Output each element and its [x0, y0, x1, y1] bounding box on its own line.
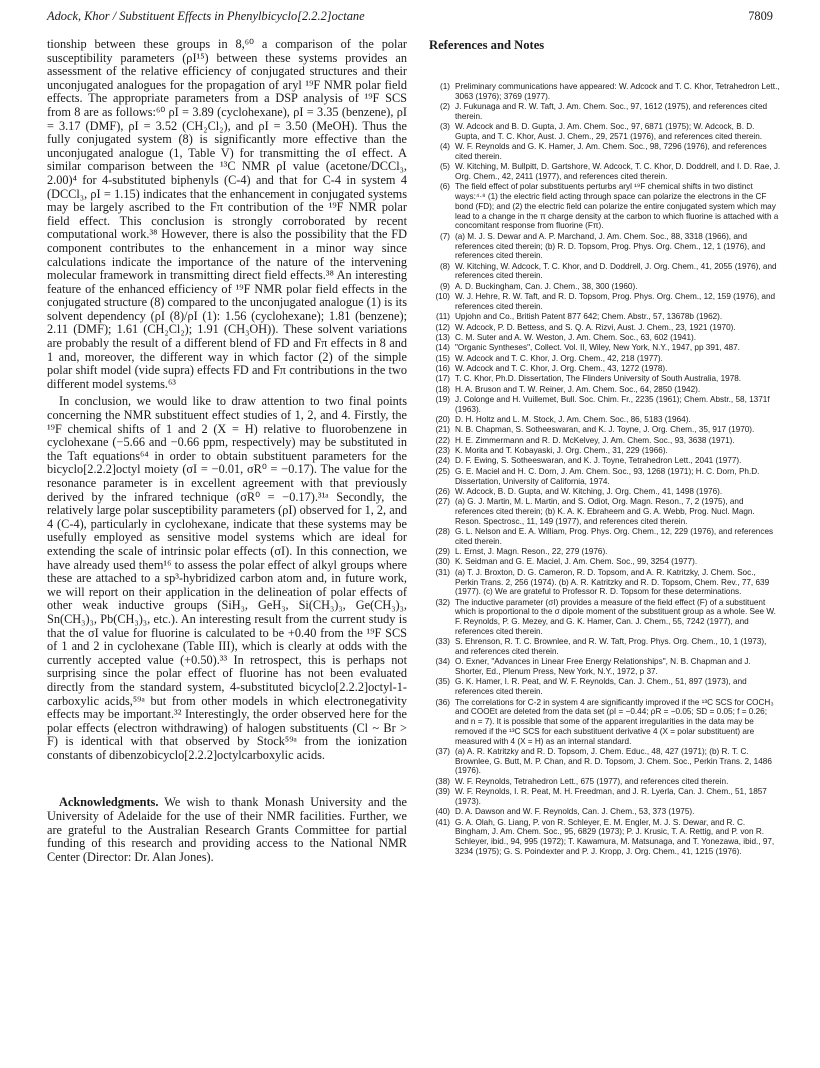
reference-number: (23) — [435, 446, 450, 456]
reference-number: (10) — [435, 292, 450, 302]
reference-number: (37) — [435, 746, 450, 756]
reference-text: C. M. Suter and A. W. Weston, J. Am. Chem. Soc., 63, 602 (1941). — [455, 332, 697, 342]
reference-text: The field effect of polar substituents perturbs aryl ¹⁹F chemical shifts in two distinct ways:⁴·⁸ (1) the electric field acting through space can polarize the electrons in the CF bond (FD); and (2) the electric field can polarize the entire conjugated system which may lead to a change in the π charge density at the carbon to which fluorine is attached with a concomitant response from fluorine (Fπ). — [455, 182, 779, 231]
acknowledgments-text: We wish to thank Monash University and the University of Adelaide for the use of their NMR facilities. Further, we are grateful to the Australian Research Grants Committee for partial funding of this research and providing access to the National NMR Center (Director: Dr. Alan Jones). — [47, 795, 407, 864]
reference-number: (3) — [439, 122, 450, 132]
reference-number: (13) — [435, 332, 450, 342]
reference-text: D. F. Ewing, S. Sotheeswaran, and K. J. Toyne, Tetrahedron Lett., 2041 (1977). — [455, 456, 742, 466]
reference-text: W. Adcock, B. D. Gupta, and W. Kitching, J. Org. Chem., 41, 1498 (1976). — [455, 486, 723, 496]
running-title: Adock, Khor / Substituent Effects in Phenylbicyclo[2.2.2]octane — [47, 9, 365, 23]
reference-number: (33) — [435, 637, 450, 647]
reference-text: W. Kitching, W. Adcock, T. C. Khor, and D. Doddrell, J. Org. Chem., 41, 2055 (1976), and references cited therein. — [455, 261, 777, 281]
reference-item — [429, 312, 781, 322]
reference-number: (21) — [435, 425, 450, 435]
reference-item — [429, 547, 781, 557]
reference-text: W. F. Reynolds, Tetrahedron Lett., 675 (1977), and references cited therein. — [455, 776, 729, 786]
reference-item — [429, 807, 781, 817]
reference-text: L. Ernst, J. Magn. Reson., 22, 279 (1976). — [455, 547, 608, 557]
reference-text: (a) M. J. S. Dewar and A. P. Marchand, J. Am. Chem. Soc., 88, 3318 (1966), and references cited therein; (b) R. D. Topsom, Prog. Phys. Org. Chem., 12, 1 (1976), and references cited therein. — [455, 231, 766, 261]
reference-text: The correlations for C-2 in system 4 are significantly improved if the ¹³C SCS for COCH₃ and COOEt are deleted from the data set (ρI = −0.44; ρR = −0.05; SD = 0.05; f = 0.26; and n = 7). It is possible that some of the apparent irregularities in the data may be removed if the ¹³C SCS for each substituent derivative 4 (X = polar substituent) are measured with 4 (X = H) as an internal standard. — [455, 697, 774, 746]
reference-number: (16) — [435, 363, 450, 373]
reference-text: (a) A. R. Katritzky and R. D. Topsom, J. Chem. Educ., 48, 427 (1971); (b) R. T. C. Brownlee, G. Butt, M. P. Chan, and R. D. Topsom, J. Chem. Soc., Perkin Trans. 2, 1486 (1976). — [455, 746, 772, 776]
reference-number: (7) — [439, 231, 450, 241]
reference-item — [429, 637, 781, 657]
reference-text: H. A. Bruson and T. W. Reiner, J. Am. Chem. Soc., 64, 2850 (1942). — [455, 384, 701, 394]
reference-text: A. D. Buckingham, Can. J. Chem., 38, 300 (1960). — [455, 281, 638, 291]
reference-text: G. E. Maciel and H. C. Dorn, J. Am. Chem. Soc., 93, 1268 (1971); H. C. Dorn, Ph.D. Dissertation, University of California, 1974. — [455, 466, 760, 486]
reference-text: K. Seidman and G. E. Maciel, J. Am. Chem. Soc., 99, 3254 (1977). — [455, 557, 698, 567]
reference-item — [429, 292, 781, 312]
reference-text: Upjohn and Co., British Patent 877 642; Chem. Abstr., 57, 13678b (1962). — [455, 312, 723, 322]
reference-text: W. Adcock and B. D. Gupta, J. Am. Chem. Soc., 97, 6871 (1975); W. Adcock, B. D. Gupta, and T. C. Khor, Aust. J. Chem., 29, 2571 (1976), and references cited therein. — [455, 122, 763, 141]
reference-item — [429, 343, 781, 353]
reference-item — [429, 333, 781, 343]
reference-text: W. J. Hehre, R. W. Taft, and R. D. Topsom, Prog. Phys. Org. Chem., 12, 159 (1976), and references cited therein. — [455, 292, 776, 311]
reference-item — [429, 162, 781, 182]
reference-text: W. Kitching, M. Bullpitt, D. Gartshore, W. Adcock, T. C. Khor, D. Doddrell, and I. D. Rae, J. Org. Chem., 42, 2411 (1977), and references cited therein. — [455, 162, 781, 182]
reference-text: W. Adcock, P. D. Bettess, and S. Q. A. Rizvi, Aust. J. Chem., 23, 1921 (1970). — [455, 322, 736, 332]
reference-item — [429, 425, 781, 435]
reference-item — [429, 415, 781, 425]
reference-item — [429, 787, 781, 807]
reference-text: "Organic Syntheses", Collect. Vol. II, Wiley, New York, N.Y., 1947, pp 391, 487. — [455, 343, 740, 353]
acknowledgments-heading: Acknowledgments. — [59, 795, 159, 810]
reference-item — [429, 323, 781, 333]
reference-text: G. K. Hamer, I. R. Peat, and W. F. Reynolds, Can. J. Chem., 51, 897 (1973), and references cited therein. — [455, 677, 747, 697]
reference-number: (34) — [435, 657, 450, 667]
reference-text: G. L. Nelson and E. A. William, Prog. Phys. Org. Chem., 12, 229 (1976), and references cited therein. — [455, 527, 774, 546]
reference-item — [429, 262, 781, 282]
reference-number: (41) — [435, 817, 450, 827]
reference-number: (40) — [435, 807, 450, 817]
acknowledgments — [47, 796, 407, 864]
reference-item — [429, 374, 781, 384]
reference-text: S. Ehrenson, R. T. C. Brownlee, and R. W. Taft, Prog. Phys. Org. Chem., 10, 1 (1973), and references cited therein. — [455, 637, 767, 656]
reference-text: D. H. Holtz and L. M. Stock, J. Am. Chem. Soc., 86, 5183 (1964). — [455, 415, 691, 425]
reference-number: (15) — [435, 353, 450, 363]
reference-item — [429, 446, 781, 456]
reference-item — [429, 598, 781, 637]
references-column — [429, 38, 781, 857]
reference-number: (19) — [435, 394, 450, 404]
reference-item — [429, 122, 781, 142]
reference-number: (22) — [435, 435, 450, 445]
reference-item — [429, 364, 781, 374]
reference-number: (12) — [435, 322, 450, 332]
page-number: 7809 — [748, 9, 773, 23]
reference-number: (24) — [435, 456, 450, 466]
reference-text: H. E. Zimmermann and R. D. McKelvey, J. Am. Chem. Soc., 93, 3638 (1971). — [455, 435, 735, 445]
reference-text: J. Fukunaga and R. W. Taft, J. Am. Chem. Soc., 97, 1612 (1975), and references cited therein. — [455, 102, 768, 121]
reference-item — [429, 747, 781, 776]
reference-item — [429, 385, 781, 395]
reference-number: (14) — [435, 343, 450, 353]
reference-item — [429, 102, 781, 122]
reference-text: W. F. Reynolds, I. R. Peat, M. H. Freedman, and J. R. Lyerla, Can. J. Chem., 51, 1857 (1973). — [455, 787, 767, 806]
reference-item — [429, 777, 781, 787]
reference-number: (2) — [439, 102, 450, 112]
reference-item — [429, 698, 781, 747]
reference-item — [429, 497, 781, 526]
reference-number: (11) — [436, 312, 450, 322]
reference-item — [429, 677, 781, 697]
reference-number: (31) — [435, 567, 450, 577]
reference-item — [429, 818, 781, 857]
reference-number: (30) — [435, 557, 450, 567]
reference-item — [429, 182, 781, 231]
reference-text: J. Colonge and H. Vuillemet, Bull. Soc. Chim. Fr., 2235 (1961); Chem. Abstr., 58, 1371f (1963). — [455, 394, 770, 414]
reference-number: (18) — [435, 384, 450, 394]
reference-number: (35) — [435, 677, 450, 687]
reference-number: (32) — [435, 597, 450, 607]
reference-item — [429, 395, 781, 415]
reference-number: (26) — [435, 486, 450, 496]
reference-number: (39) — [435, 787, 450, 797]
body-paragraph: tionship between these groups in 8,⁶⁰ a comparison of the polar susceptibility parameters (ρI¹⁵) between these systems provides an assessment of the relative efficiency of conjugated structures and their unconjugated analogues for the propagation of aryl ¹⁹F NMR polar field effects. The appropriate parameters from a DSP analysis of ¹⁹F SCS from 8 are as follows:⁶⁰ ρI = 3.89 (cyclohexane), ρI = 3.35 (benzene), ρI = 3.17 (DMF), ρI = 3.52 (CH₂Cl₂), and ρI = 3.50 (MeOH). Thus the fully conjugated system (8) is significantly more effective than the unconjugated analogue (1, Table V) for transmitting the σI effect. A similar comparison between the ¹³C NMR ρI value (acetone/DCCl₃, 2.00)⁴ for 4-substituted biphenyls (C-4) and that for C-4 in system 4 (DCCl₃, ρI = 1.15) indicates that the enhancement in conjugated systems may be largely ascribed to the Fπ contribution of the ¹⁹F NMR polar field effect. This conclusion is strongly corroborated by recent computational work.³⁸ However, there is also the possibility that the FD component contributes to the enhancement in a minor way since calculations indicate the importance of the nature of the intervening molecular framework in transmitting direct field effects.³⁸ An interesting feature of the enhanced efficiency of ¹⁹F NMR polar field effects in the conjugated structure (8) compared to the unconjugated analogue (1) is its solvent dependency (ρI (8)/ρI (1): 1.56 (cyclohexane); 1.81 (benzene); 2.11 (DMF); 1.61 (CH₂Cl₂); 1.91 (CH₃OH)). These solvent variations are probably the result of a different blend of FD and Fπ effects in 8 and 1 and, moreover, the different way in which factor (2) of the simple polar shift model (vide supra) effects FD and Fπ contributions in the two different model systems.⁶³ — [47, 37, 407, 391]
reference-text: O. Exner, "Advances in Linear Free Energy Relationships", N. B. Chapman and J. Shorter, Ed., Plenum Press, New York, N.Y., 1972, p 37. — [455, 657, 751, 677]
reference-text: The inductive parameter (σI) provides a measure of the field effect (F) of a substituent which is proportional to the σ dipole moment of the substituent group as a whole. See W. F. Reynolds, P. G. Mezey, and G. K. Hamer, Can. J. Chem., 55, 7242 (1977), and references cited therein. — [455, 597, 776, 636]
reference-text: D. A. Dawson and W. F. Reynolds, Can. J. Chem., 53, 373 (1975). — [455, 807, 695, 817]
reference-number: (36) — [435, 697, 450, 707]
reference-number: (17) — [435, 374, 450, 384]
reference-item — [429, 557, 781, 567]
reference-text: (a) T. J. Broxton, D. G. Cameron, R. D. Topsom, and A. R. Katritzky, J. Chem. Soc., Perkin Trans. 2, 256 (1974). (b) A. R. Katritzky and R. D. Topsom, Chem. Rev., 77, 639 (1977). (c) We are grateful to Professor R. D. Topsom for these determinations. — [455, 567, 770, 597]
reference-item — [429, 436, 781, 446]
reference-number: (38) — [435, 776, 450, 786]
reference-number: (28) — [435, 527, 450, 537]
reference-text: W. Adcock and T. C. Khor, J. Org. Chem., 43, 1272 (1978). — [455, 363, 668, 373]
reference-item — [429, 568, 781, 597]
reference-text: Preliminary communications have appeared: W. Adcock and T. C. Khor, Tetrahedron Lett., 3063 (1976); 3769 (1977). — [455, 82, 780, 101]
reference-item — [429, 657, 781, 677]
reference-item — [429, 82, 781, 102]
reference-number: (8) — [439, 261, 450, 271]
reference-item — [429, 142, 781, 162]
reference-number: (20) — [435, 415, 450, 425]
reference-text: (a) G. J. Martin, M. L. Martin, and S. Odiot, Org. Magn. Reson., 7, 2 (1975), and references cited therein; (b) K. A. K. Ebraheem and G. A. Webb, Prog. Nucl. Magn. Reson. Spectrosc., 11, 149 (1977), and references cited therein. — [455, 497, 755, 526]
body-text-column — [47, 38, 407, 864]
body-paragraph: In conclusion, we would like to draw attention to two final points concerning the NMR substituent effect studies of 1, 2, and 4. Firstly, the ¹⁹F chemical shifts of 1 and 2 (X = H) relative to fluorobenzene in cyclohexane (−5.66 and −0.66 ppm, respectively) may be substituted in the Taft equations⁶⁴ in order to obtain substituent parameters for the bicyclo[2.2.2]octyl moiety (σI = −0.01, σR⁰ = −0.17). The value for the resonance parameter is in excellent agreement with that previously derived by the infrared technique (σR⁰ = −0.17).³¹ᵃ Secondly, the relatively large polar susceptibility parameters (ρI) observed for 1, 2, and 4 (C-4), particularly in cyclohexane, indicate that these systems may be usefully employed as sensitive model systems which are ideal for extending the scale of intrinsic polar effects (σI). In this connection, we have already used them¹⁶ to assess the polar effect of alkyl groups where these are attached to a sp³-hybridized carbon atom and, in future work, we will report on their application in the delineation of polar effects of other weak inductive groups (SiH₃, GeH₃, Si(CH₃)₃, Ge(CH₃)₃, Sn(CH₃)₃, Pb(CH₃)₃, etc.). An interesting result from the current study is that the σI value for fluorine is calculated to be +0.40 from the ¹⁹F SCS of 1 and 2 in cyclohexane (Table III), which is clearly at odds with the currently accepted value (+0.50).³³ In retrospect, this is perhaps not surprising since the polar effect of fluorine has not been evaluated directly from the standard system, 4-substituted bicyclo[2.2.2]octyl-1-carboxylic acids,⁵⁹ᵃ but from other models in which electronegativity effects may be important.³² Interestingly, the order observed here for the polar effects (electron withdrawing) of halogen substituents (Cl ~ Br > F) is identical with that observed by Stock⁵⁹ᵃ from the ionization constants of dibenzobicyclo[2.2.2]octylcarboxylic acids. — [47, 394, 407, 762]
reference-number: (4) — [439, 142, 450, 152]
reference-text: W. F. Reynolds and G. K. Hamer, J. Am. Chem. Soc., 98, 7296 (1976), and references cited therein. — [455, 142, 767, 162]
reference-number: (5) — [439, 162, 450, 172]
reference-item — [429, 354, 781, 364]
reference-item — [429, 467, 781, 487]
references-list — [429, 82, 781, 857]
reference-number: (1) — [439, 82, 450, 91]
reference-item — [429, 487, 781, 497]
reference-text: W. Adcock and T. C. Khor, J. Org. Chem., 42, 218 (1977). — [455, 353, 663, 363]
reference-number: (25) — [435, 466, 450, 476]
running-header — [47, 9, 773, 27]
reference-number: (29) — [435, 547, 450, 557]
reference-text: N. B. Chapman, S. Sotheeswaran, and K. J. Toyne, J. Org. Chem., 35, 917 (1970). — [455, 425, 755, 435]
reference-text: G. A. Olah, G. Liang, P. von R. Schleyer, E. M. Engler, M. J. S. Dewar, and R. C. Bingham, J. Am. Chem. Soc., 95, 6829 (1973); P. J. Krusic, T. A. Rettig, and P. von R. Schleyer, ibid., 94, 995 (1972); T. Kawamura, M. Matsunaga, and T. Yonezawa, ibid., 97, 3234 (1975); G. S. Poindexter and P. J. Kropp, J. Org. Chem., 41, 1215 (1976). — [455, 817, 775, 856]
reference-text: T. C. Khor, Ph.D. Dissertation, The Flinders University of South Australia, 1978. — [455, 374, 742, 384]
reference-number: (6) — [439, 182, 450, 192]
reference-number: (9) — [439, 281, 450, 291]
reference-item — [429, 527, 781, 547]
reference-item — [429, 282, 781, 292]
reference-text: K. Morita and T. Kobayaski, J. Org. Chem., 31, 229 (1966). — [455, 446, 668, 456]
reference-number: (27) — [435, 497, 450, 507]
references-heading: References and Notes — [429, 38, 545, 52]
reference-item — [429, 456, 781, 466]
reference-item — [429, 232, 781, 261]
